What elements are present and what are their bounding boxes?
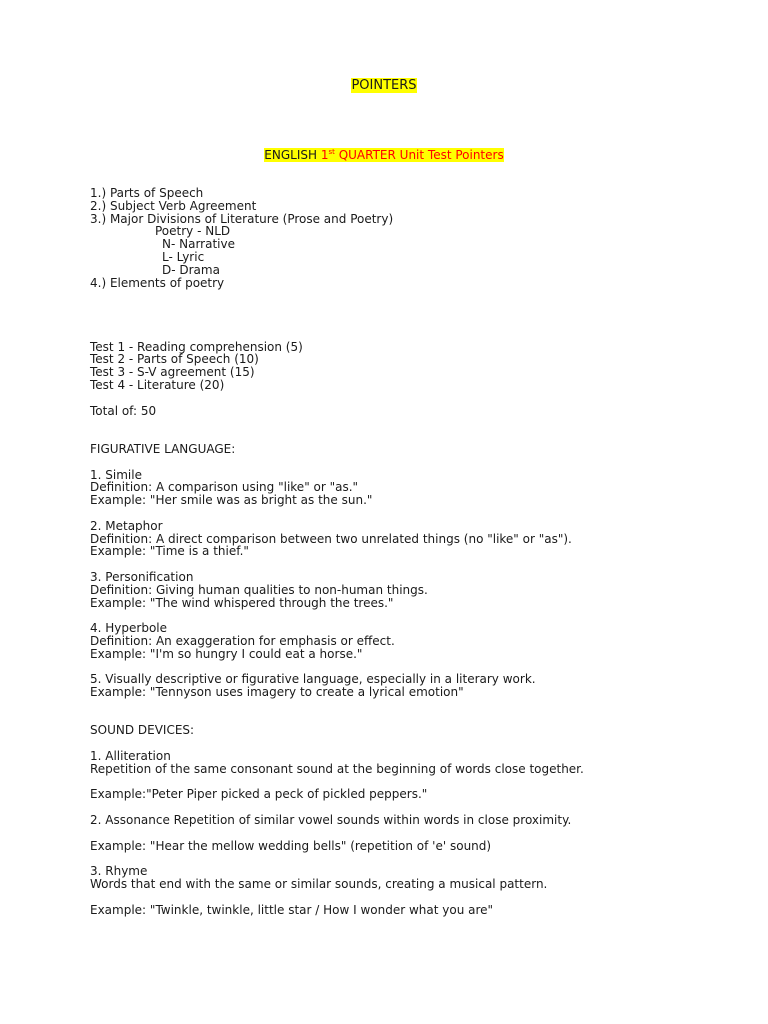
page-title	[0, 78, 768, 94]
assonance-definition: 2. Assonance Repetition of similar vowel sounds within words in close proximity.	[90, 813, 572, 828]
subtitle-highlight	[264, 148, 503, 162]
imagery-example: Example: "Tennyson uses imagery to create a lyrical emotion"	[90, 685, 464, 700]
hyperbole-title: 4. Hyperbole	[90, 621, 167, 636]
simile-definition: Definition: A comparison using "like" or "as."	[90, 480, 359, 495]
rhyme-example: Example: "Twinkle, twinkle, little star / How I wonder what you are"	[90, 902, 494, 917]
total-line: Total of: 50	[90, 403, 157, 418]
hyperbole-definition: Definition: An exaggeration for emphasis or effect.	[90, 633, 395, 648]
topic-item: 1.) Parts of Speech	[90, 186, 204, 200]
metaphor-example: Example: "Time is a thief."	[90, 544, 249, 559]
subtitle-sup: st	[328, 148, 335, 156]
document-body	[90, 187, 730, 916]
topic-item: 2.) Subject Verb Agreement	[90, 198, 257, 213]
poetry-item: D- Drama	[162, 262, 220, 277]
simile-title: 1. Simile	[90, 467, 142, 482]
poetry-heading: Poetry - NLD	[155, 224, 231, 239]
subtitle-quarter	[321, 148, 504, 162]
subtitle	[0, 148, 768, 163]
topic-item: 4.) Elements of poetry	[90, 275, 225, 290]
title-highlight: POINTERS	[351, 78, 417, 93]
poetry-item: N- Narrative	[162, 237, 235, 252]
test-item: Test 3 - S-V agreement (15)	[90, 365, 255, 380]
metaphor-definition: Definition: A direct comparison between two unrelated things (no "like" or "as").	[90, 531, 572, 546]
test-item: Test 4 - Literature (20)	[90, 377, 225, 392]
test-item: Test 2 - Parts of Speech (10)	[90, 352, 259, 367]
test-item: Test 1 - Reading comprehension (5)	[90, 339, 303, 354]
alliteration-title: 1. Alliteration	[90, 749, 171, 764]
personification-example: Example: "The wind whispered through the trees."	[90, 595, 394, 610]
sound-heading: SOUND DEVICES:	[90, 723, 195, 738]
alliteration-definition: Repetition of the same consonant sound at the beginning of words close together.	[90, 761, 584, 776]
alliteration-example: Example:"Peter Piper picked a peck of pickled peppers."	[90, 787, 428, 802]
simile-example: Example: "Her smile was as bright as the sun."	[90, 493, 373, 508]
subtitle-english: ENGLISH	[264, 148, 321, 162]
rhyme-definition: Words that end with the same or similar sounds, creating a musical pattern.	[90, 877, 548, 892]
personification-title: 3. Personification	[90, 569, 194, 584]
personification-definition: Definition: Giving human qualities to non-human things.	[90, 582, 428, 597]
subtitle-number: 1	[320, 148, 329, 162]
imagery-definition: 5. Visually descriptive or figurative language, especially in a literary work.	[90, 672, 536, 687]
metaphor-title: 2. Metaphor	[90, 518, 163, 533]
assonance-example: Example: "Hear the mellow wedding bells" (repetition of 'e' sound)	[90, 838, 492, 853]
figurative-heading: FIGURATIVE LANGUAGE:	[90, 441, 236, 456]
topic-item: 3.) Major Divisions of Literature (Prose and Poetry)	[90, 211, 394, 226]
rhyme-title: 3. Rhyme	[90, 864, 148, 879]
hyperbole-example: Example: "I'm so hungry I could eat a horse."	[90, 646, 363, 661]
subtitle-rest: QUARTER Unit Test Pointers	[334, 148, 504, 162]
poetry-item: L- Lyric	[162, 249, 205, 264]
